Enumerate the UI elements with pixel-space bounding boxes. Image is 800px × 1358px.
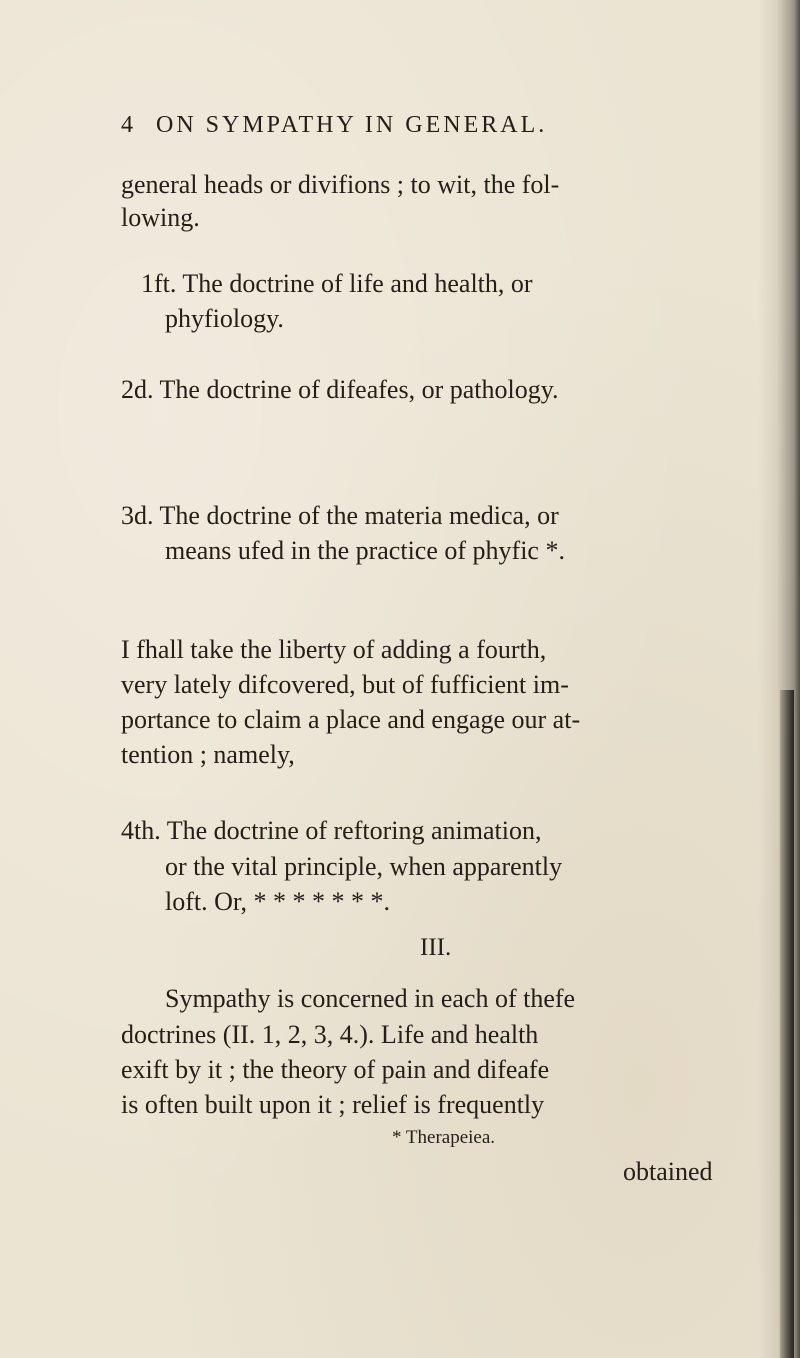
text-line: phyfiology.	[165, 304, 284, 333]
text-line: portance to claim a place and engage our at-	[121, 705, 581, 734]
running-title: ON SYMPATHY IN GENERAL.	[156, 112, 548, 138]
text-line: very lately difcovered, but of fufficient im-	[121, 670, 569, 699]
text-line: doctrines (II. 1, 2, 3, 4.). Life and health	[121, 1020, 539, 1049]
text-line: or the vital principle, when apparently	[165, 852, 563, 881]
text-line: tention ; namely,	[121, 740, 295, 769]
text-line: I fhall take the liberty of adding a fourth,	[121, 635, 547, 664]
text-line: is often built upon it ; relief is frequently	[121, 1090, 545, 1119]
text-line: Sympathy is concerned in each of thefe	[165, 984, 576, 1013]
text-line: 4th. The doctrine of reftoring animation,	[121, 816, 542, 845]
text-line: 3d. The doctrine of the materia medica, or	[121, 501, 559, 530]
text-line: general heads or divifions ; to wit, the fol-	[121, 170, 560, 199]
text-line: 1ft. The doctrine of life and health, or	[141, 269, 533, 298]
text-line: lowing.	[121, 203, 200, 232]
text-line: exift by it ; the theory of pain and difeafe	[121, 1055, 550, 1084]
footnote: * Therapeiea.	[392, 1127, 496, 1148]
section-heading: III.	[420, 934, 452, 961]
catchword: obtained	[623, 1157, 713, 1186]
text-line: 2d. The doctrine of difeafes, or pathology.	[121, 375, 559, 404]
text-line: loft. Or, * * * * * * *.	[165, 887, 390, 916]
page-edge-binding	[780, 690, 794, 1358]
text-line: means ufed in the practice of phyfic *.	[165, 536, 565, 565]
running-head	[121, 112, 761, 152]
page-number: 4	[121, 112, 136, 138]
